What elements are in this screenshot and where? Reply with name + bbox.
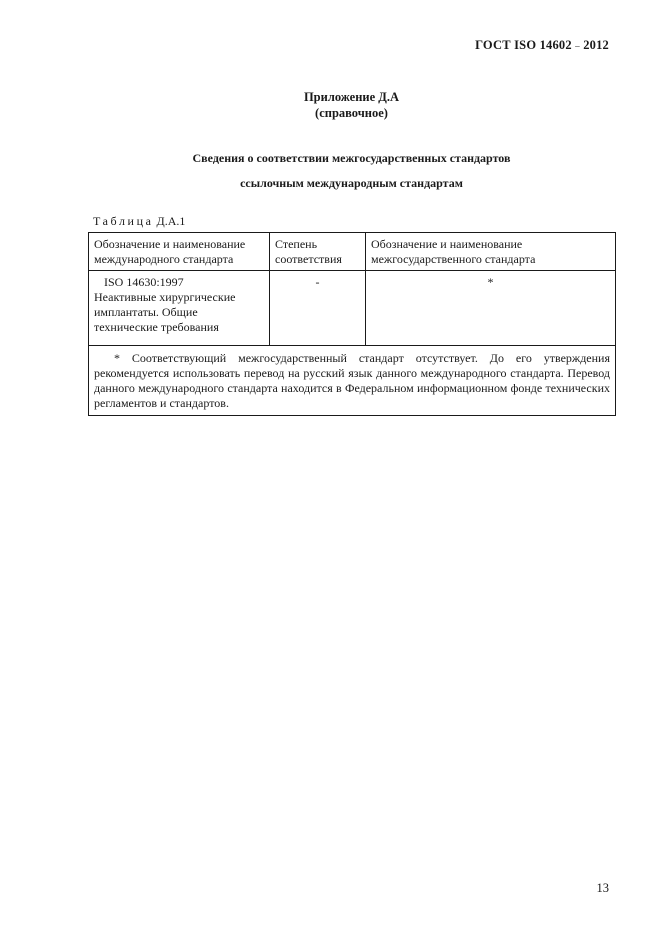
cell-degree [270,271,366,346]
table-header-row [89,233,616,271]
appendix-heading [0,89,661,121]
section-title-line2: ссылочным международным стандартам [240,176,463,190]
appendix-title: Приложение Д.А [303,90,400,104]
page-number: 13 [596,881,609,895]
table-note: * Соответствующий межгосударственный стандарт отсутствует. До его утверждения рекомендуется использовать перевод на русский язык данного международного стандарта. Перевод данного международного стандарта находится в Федеральном информационном фонде технических регламентов и стандартов. [89,346,616,416]
header-dash: – [575,41,580,52]
gost-year: 2012 [583,38,609,52]
appendix-subtitle: (справочное) [315,106,388,120]
table-label [93,214,185,229]
intl-standard-code: ISO 14630:1997 [104,275,184,289]
gost-code: ГОСТ ISO 14602 [475,38,572,52]
table-label-word: Таблица [93,214,154,228]
section-title-line1: Сведения о соответствии межгосударственных стандартов [192,151,511,165]
header-interstate-standard: Обозначение и наименование межгосударственного стандарта [366,233,616,271]
table-note-row [89,346,616,416]
degree-value: - [315,275,320,289]
header-degree: Степень соответствия [270,233,366,271]
document-header [475,38,609,53]
correspondence-table [88,232,616,416]
table-row [89,271,616,346]
interstate-value: * [487,275,494,289]
intl-standard-name: Неактивные хирургические имплантаты. Общие технические требования [94,290,236,334]
cell-interstate-standard [366,271,616,346]
cell-international-standard [89,271,270,346]
table-label-number: Д.А.1 [156,214,186,228]
header-international-standard: Обозначение и наименование международного стандарта [89,233,270,271]
